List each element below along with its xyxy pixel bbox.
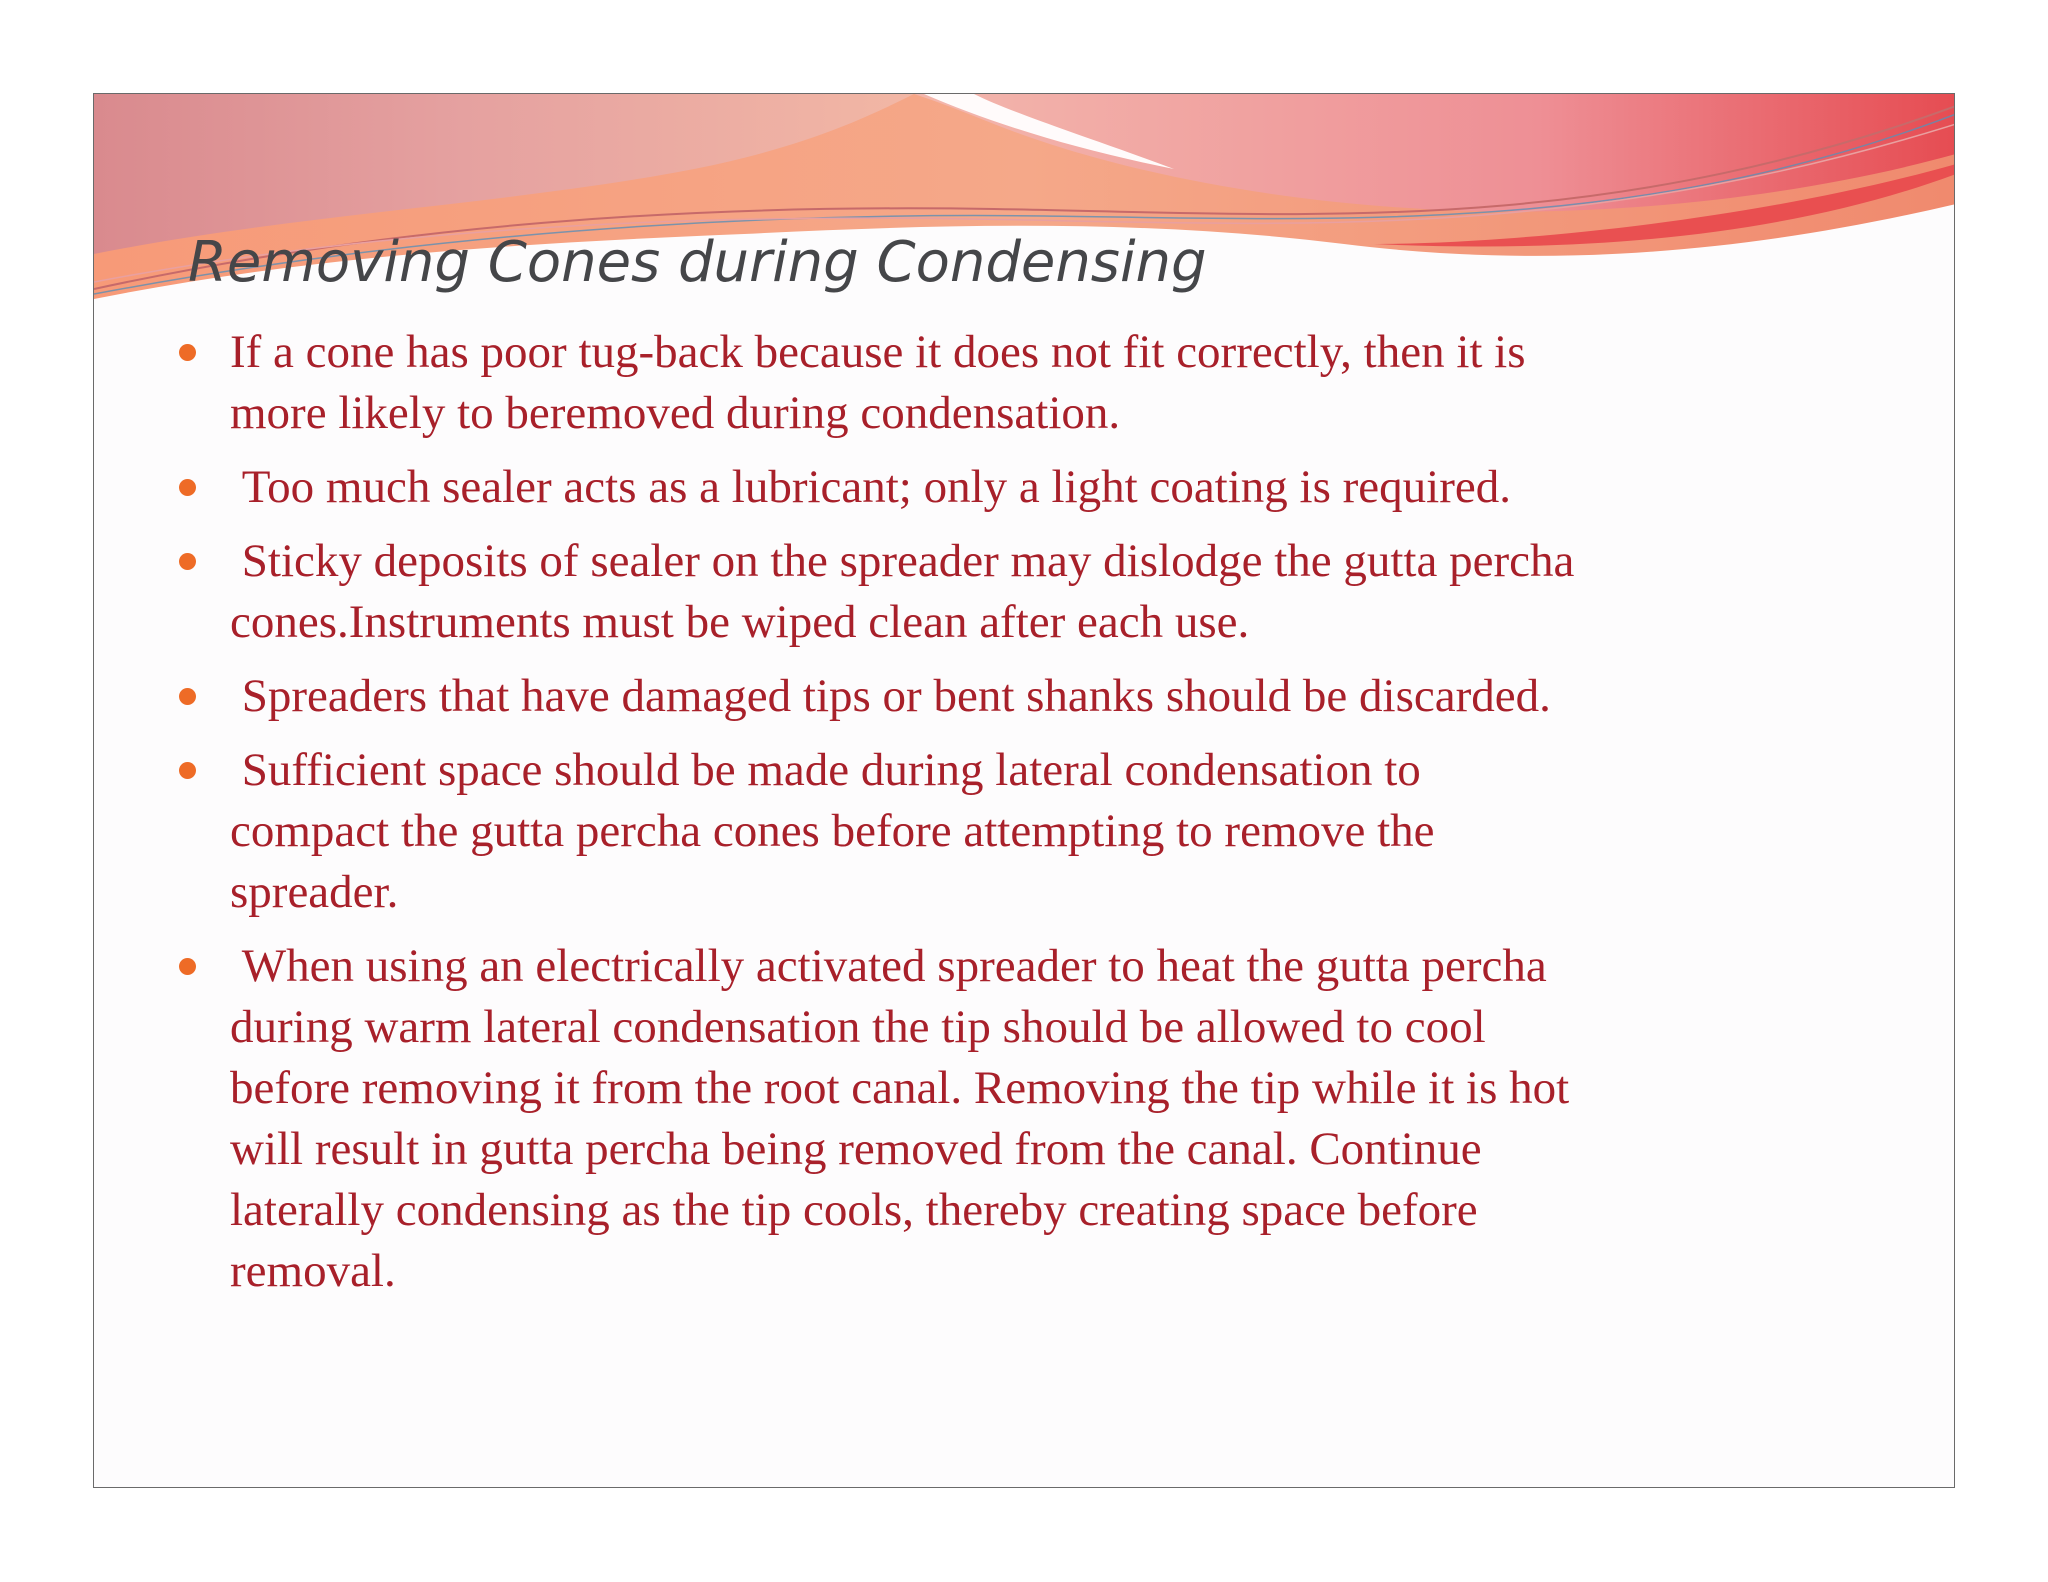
list-item [94,666,1955,727]
orange-dot-icon [179,762,196,779]
orange-dot-icon [179,958,196,975]
list-item [94,531,1955,653]
orange-dot-icon [179,479,196,496]
bullet-text: If a cone has poor tug-back because it does not fit correctly, then it is more likely to beremoved during condensation. [230,326,1526,439]
bullet-list [94,322,1955,1315]
bullet-text: When using an electrically activated spreader to heat the gutta percha during warm lateral condensation the tip should be allowed to cool before removing it from the root canal. Removing the tip while it is hot will result in gutta percha being removed from the canal. Continue laterally condensing as the tip cools, thereby creating space before removal. [230,940,1570,1297]
list-item [94,936,1955,1302]
slide-title: Removing Cones during Condensing [188,230,1207,295]
list-item [94,457,1955,518]
bullet-text: Sufficient space should be made during lateral condensation to compact the gutta percha cones before attempting to remove the spreader. [230,744,1435,918]
orange-dot-icon [179,553,196,570]
bullet-text: Too much sealer acts as a lubricant; only a light coating is required. [230,461,1511,513]
list-item [94,322,1955,444]
orange-dot-icon [179,688,196,705]
bullet-text: Sticky deposits of sealer on the spreader may dislodge the gutta percha cones.Instruments must be wiped clean after each use. [230,535,1575,648]
slide [93,93,1955,1488]
list-item [94,740,1955,923]
bullet-text: Spreaders that have damaged tips or bent shanks should be discarded. [230,670,1551,722]
orange-dot-icon [179,344,196,361]
